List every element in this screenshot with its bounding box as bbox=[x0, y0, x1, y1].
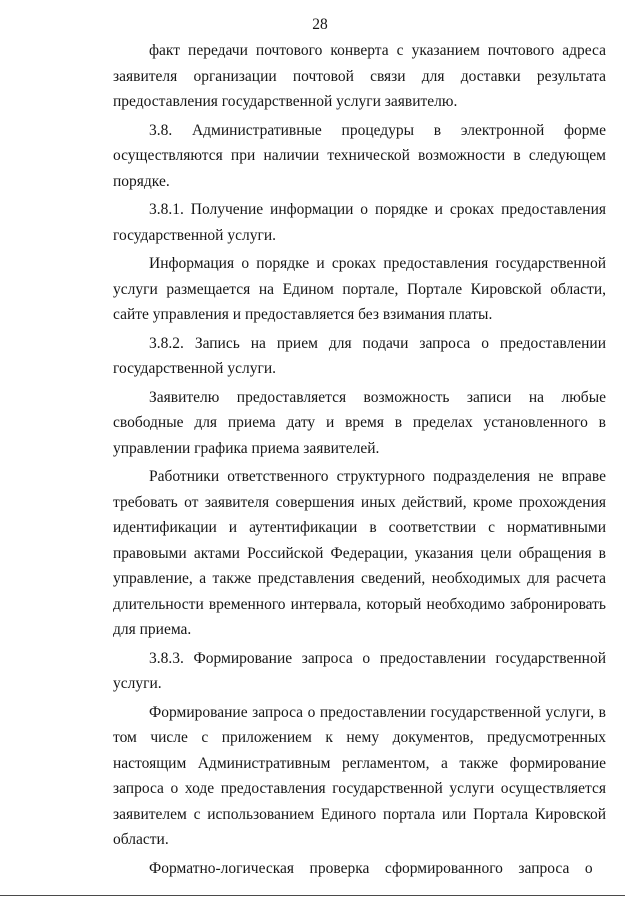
paragraph-info-portal: Информация о порядке и сроках предоставления государственной услуги размещается на Едином портале, Портале Кировской области, сайте управления и предоставляется без взимания платы. bbox=[113, 255, 606, 323]
page-number: 28 bbox=[312, 16, 328, 33]
paragraph-staff-restrictions: Работники ответственного структурного подразделения не вправе требовать от заявителя совершения иных действий, кроме прохождения идентификации и аутентификации в соответствии с нормативными правовыми актами Российской Федерации, указания цели обращения в управление, а также представления сведений, необходимых для расчета длительности временного интервала, который необходимо забронировать для приема. bbox=[113, 468, 606, 638]
paragraph-3-8: 3.8. Административные процедуры в электронной форме осуществляются при наличии технической возможности в следующем порядке. bbox=[113, 121, 606, 190]
footer-rule bbox=[0, 895, 625, 896]
paragraph-3-8-3-heading: 3.8.3. Формирование запроса о предоставлении государственной услуги. bbox=[113, 649, 606, 692]
paragraph-3-8-1-heading: 3.8.1. Получение информации о порядке и сроках предоставления государственной услуги. bbox=[113, 201, 606, 244]
paragraph-3-8-2-heading: 3.8.2. Запись на прием для подачи запроса о предоставлении государственной услуги. bbox=[113, 334, 606, 377]
paragraph-appointment: Заявителю предоставляется возможность записи на любые свободные для приема дату и время в пределах установленного в управлении графика приема заявителей. bbox=[113, 388, 606, 457]
paragraph-format-check: Форматно-логическая проверка сформированного запроса о bbox=[149, 859, 593, 877]
paragraph-request-forming: Формирование запроса о предоставлении государственной услуги, в том числе с приложением к нему документов, предусмотренных настоящим Административным регламентом, а также формирование запроса о ходе предоставления государственной услуги осуществляется заявителем с использованием Единого портала или Портала Кировской области. bbox=[113, 703, 606, 848]
paragraph-continuation: факт передачи почтового конверта с указанием почтового адреса заявителя организации почтовой связи для доставки результата предоставления государственной услуги заявителю. bbox=[113, 42, 606, 110]
document-body bbox=[113, 38, 606, 884]
